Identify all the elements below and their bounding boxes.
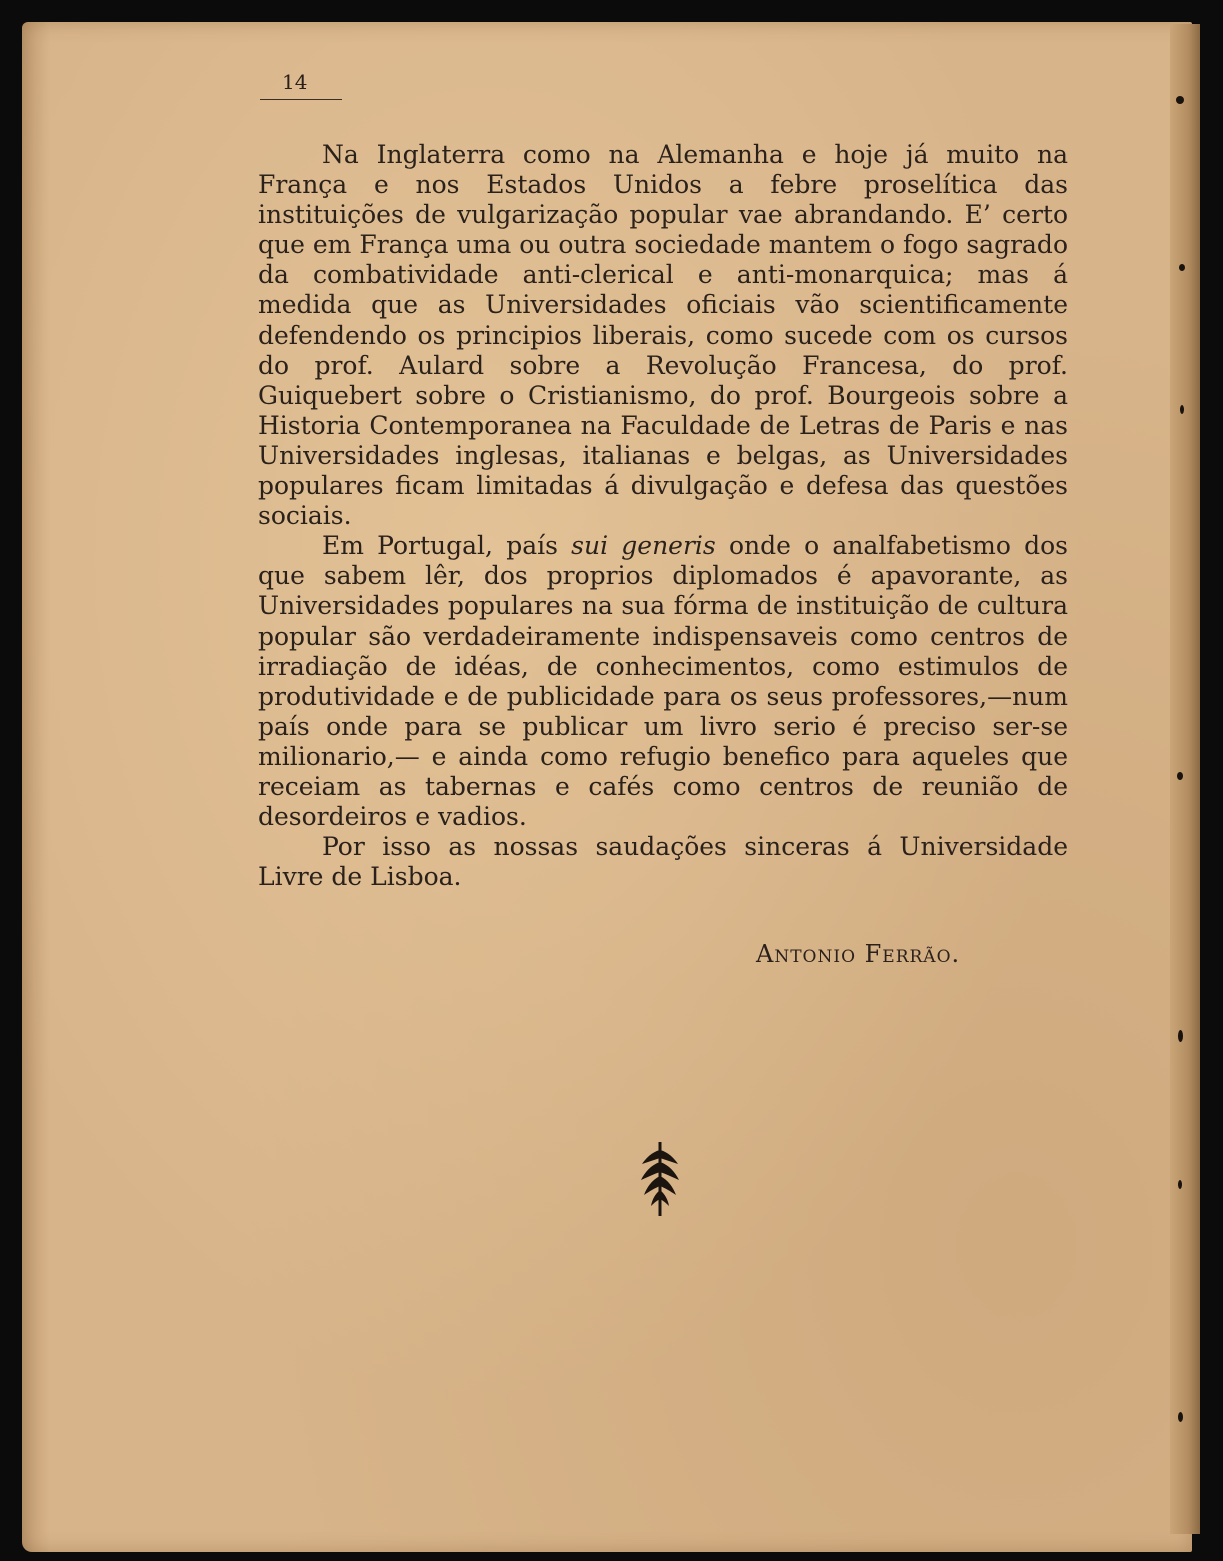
header-rule [260,99,342,100]
body-text [258,140,1068,892]
ink-speck [1177,772,1183,780]
text-run: Em Portugal, país [322,531,572,561]
page-number: 14 [282,70,308,94]
leaf-ornament-icon [638,1140,682,1218]
text-run: Por isso as nossas saudações sinceras á Universidade Livre de Lisboa. [258,832,1068,892]
paragraph [258,832,1068,892]
ink-speck [1179,264,1185,271]
ink-speck [1176,96,1184,104]
author-name: Antonio Ferrão. [756,940,961,968]
italic-phrase: sui generis [571,531,716,561]
author-signature [756,940,960,968]
ink-speck [1178,1180,1182,1189]
ink-speck [1178,1030,1183,1042]
ink-speck [1178,1412,1183,1422]
ink-speck [1180,405,1184,414]
text-run: onde o analfabetismo dos que sabem lêr, dos proprios diplomados é apavorante, as Universidades populares na sua fórma de instituição de cultura popular são verdadeiramente indispensaveis como centros de irradiação de idéas, de conhecimentos, como estimulos de produtividade e de publicidade para os seus professores,—num país onde para se publicar um livro serio é preciso ser-se milionario,— e ainda como refugio benefico para aqueles que receiam as tabernas e cafés como centros de reunião de desordeiros e vadios. [258,531,1069,832]
paragraph [258,531,1068,832]
paragraph [258,140,1068,531]
text-run: Na Inglaterra como na Alemanha e hoje já muito na França e nos Estados Unidos a febre proselítica das instituições de vulgarização popular vae abrandando. E’ certo que em França uma ou outra sociedade mantem o fogo sagrado da combatividade anti-clerical e anti-monarquica; mas á medida que as Universidades oficiais vão scientificamente defendendo os principios liberais, como sucede com os cursos do prof. Aulard sobre a Revolução Francesa, do prof. Guiquebert sobre o Cristianismo, do prof. Bourgeois sobre a Historia Contemporanea na Faculdade de Letras de Paris e nas Universidades inglesas, italianas e belgas, as Universidades populares ficam limitadas á divulgação e defesa das questões sociais. [258,140,1068,531]
book-page [22,22,1192,1552]
binding-edge [1170,24,1200,1534]
